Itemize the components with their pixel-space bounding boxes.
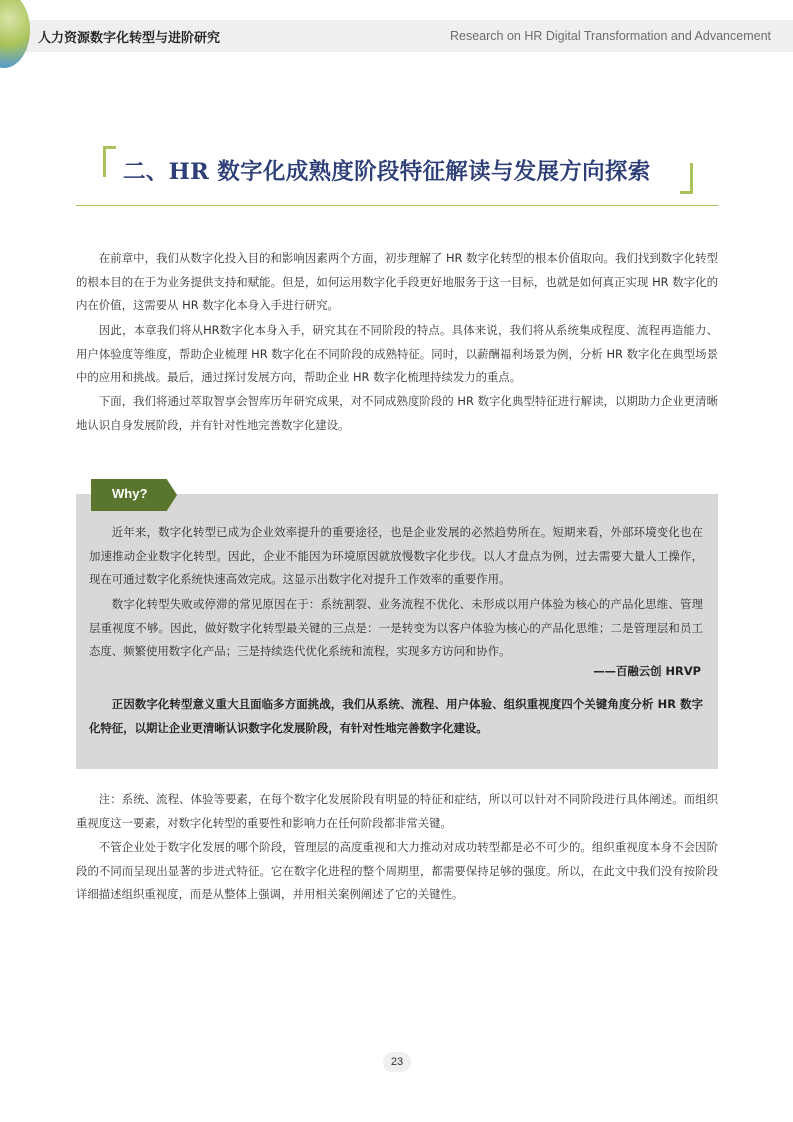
title-bracket-right bbox=[680, 163, 693, 194]
intro-paragraph: 因此，本章我们将从HR数字化本身入手，研究其在不同阶段的特点。具体来说，我们将从系统集成程度、流程再造能力、用户体验度等维度，帮助企业梳理 HR 数字化在不同阶段的成熟特征。同时，以薪酬福利场景为例，分析 HR 数字化在典型场景中的应用和挑战。最后，通过探讨发展方向，帮助企业 HR 数字化梳理持续发力的重点。 bbox=[76, 323, 718, 384]
section-title: 二、HR 数字化成熟度阶段特征解读与发展方向探索 bbox=[123, 159, 651, 185]
note-paragraph: 不管企业处于数字化发展的哪个阶段，管理层的高度重视和大力推动对成功转型都是必不可少的。组织重视度本身不会因阶段的不同而呈现出显著的步进式特征。它在数字化进程的整个周期里，都需要保持足够的强度。所以，在此文中我们没有按阶段详细描述组织重视度，而是从整体上强调，并用相关案例阐述了它的关键性。 bbox=[76, 840, 718, 901]
intro-paragraph: 在前章中，我们从数字化投入目的和影响因素两个方面，初步理解了 HR 数字化转型的根本价值取向。我们找到数字化转型的根本目的在于为业务提供支持和赋能。但是，如何运用数字化手段更好地服务于这一目标，也就是如何真正实现 HR 数字化的内在价值，这需要从 HR 数字化本身入手进行研究。 bbox=[76, 251, 718, 312]
why-conclusion: 正因数字化转型意义重大且面临多方面挑战，我们从系统、流程、用户体验、组织重视度四个关键角度分析 HR 数字化特征，以期让企业更清晰认识数字化发展阶段，有针对性地完善数字化建设。 bbox=[89, 697, 703, 735]
header-logo-circle bbox=[0, 0, 30, 68]
title-divider bbox=[76, 205, 718, 206]
intro-paragraph: 下面，我们将通过萃取智享会智库历年研究成果，对不同成熟度阶段的 HR 数字化典型特征进行解读，以期助力企业更清晰地认识自身发展阶段，并有针对性地完善数字化建设。 bbox=[76, 394, 718, 432]
title-bracket-left bbox=[103, 146, 116, 177]
header-title: 人力资源数字化转型与进阶研究 bbox=[38, 31, 221, 46]
why-quote-source: ——百融云创 HRVP bbox=[593, 664, 701, 678]
section-title-block bbox=[103, 146, 693, 194]
why-paragraph: 近年来，数字化转型已成为企业效率提升的重要途径，也是企业发展的必然趋势所在。短期来看，外部环境变化也在加速推动企业数字化转型。因此，企业不能因为环境原因就放慢数字化步伐。以人才盘点为例，过去需要大量人工操作，现在可通过数字化系统快速高效完成。这显示出数字化对提升工作效率的重要作用。 bbox=[89, 525, 703, 586]
header-subtitle-en: Research on HR Digital Transformation and Advancement bbox=[450, 29, 771, 43]
note-paragraph: 注：系统、流程、体验等要素，在每个数字化发展阶段有明显的特征和症结，所以可以针对不同阶段进行具体阐述。而组织重视度这一要素，对数字化转型的重要性和影响力在任何阶段都非常关键。 bbox=[76, 792, 718, 830]
why-paragraph: 数字化转型失败或停滞的常见原因在于：系统割裂、业务流程不优化、未形成以用户体验为核心的产品化思维、管理层重视度不够。因此，做好数字化转型最关键的三点是：一是转变为以客户体验为核心的产品化思维；二是管理层和员工态度、频繁使用数字化产品；三是持续迭代优化系统和流程，实现多方访问和协作。 bbox=[89, 597, 703, 658]
page-number: 23 bbox=[383, 1052, 411, 1072]
why-tag-label: Why? bbox=[112, 486, 148, 501]
